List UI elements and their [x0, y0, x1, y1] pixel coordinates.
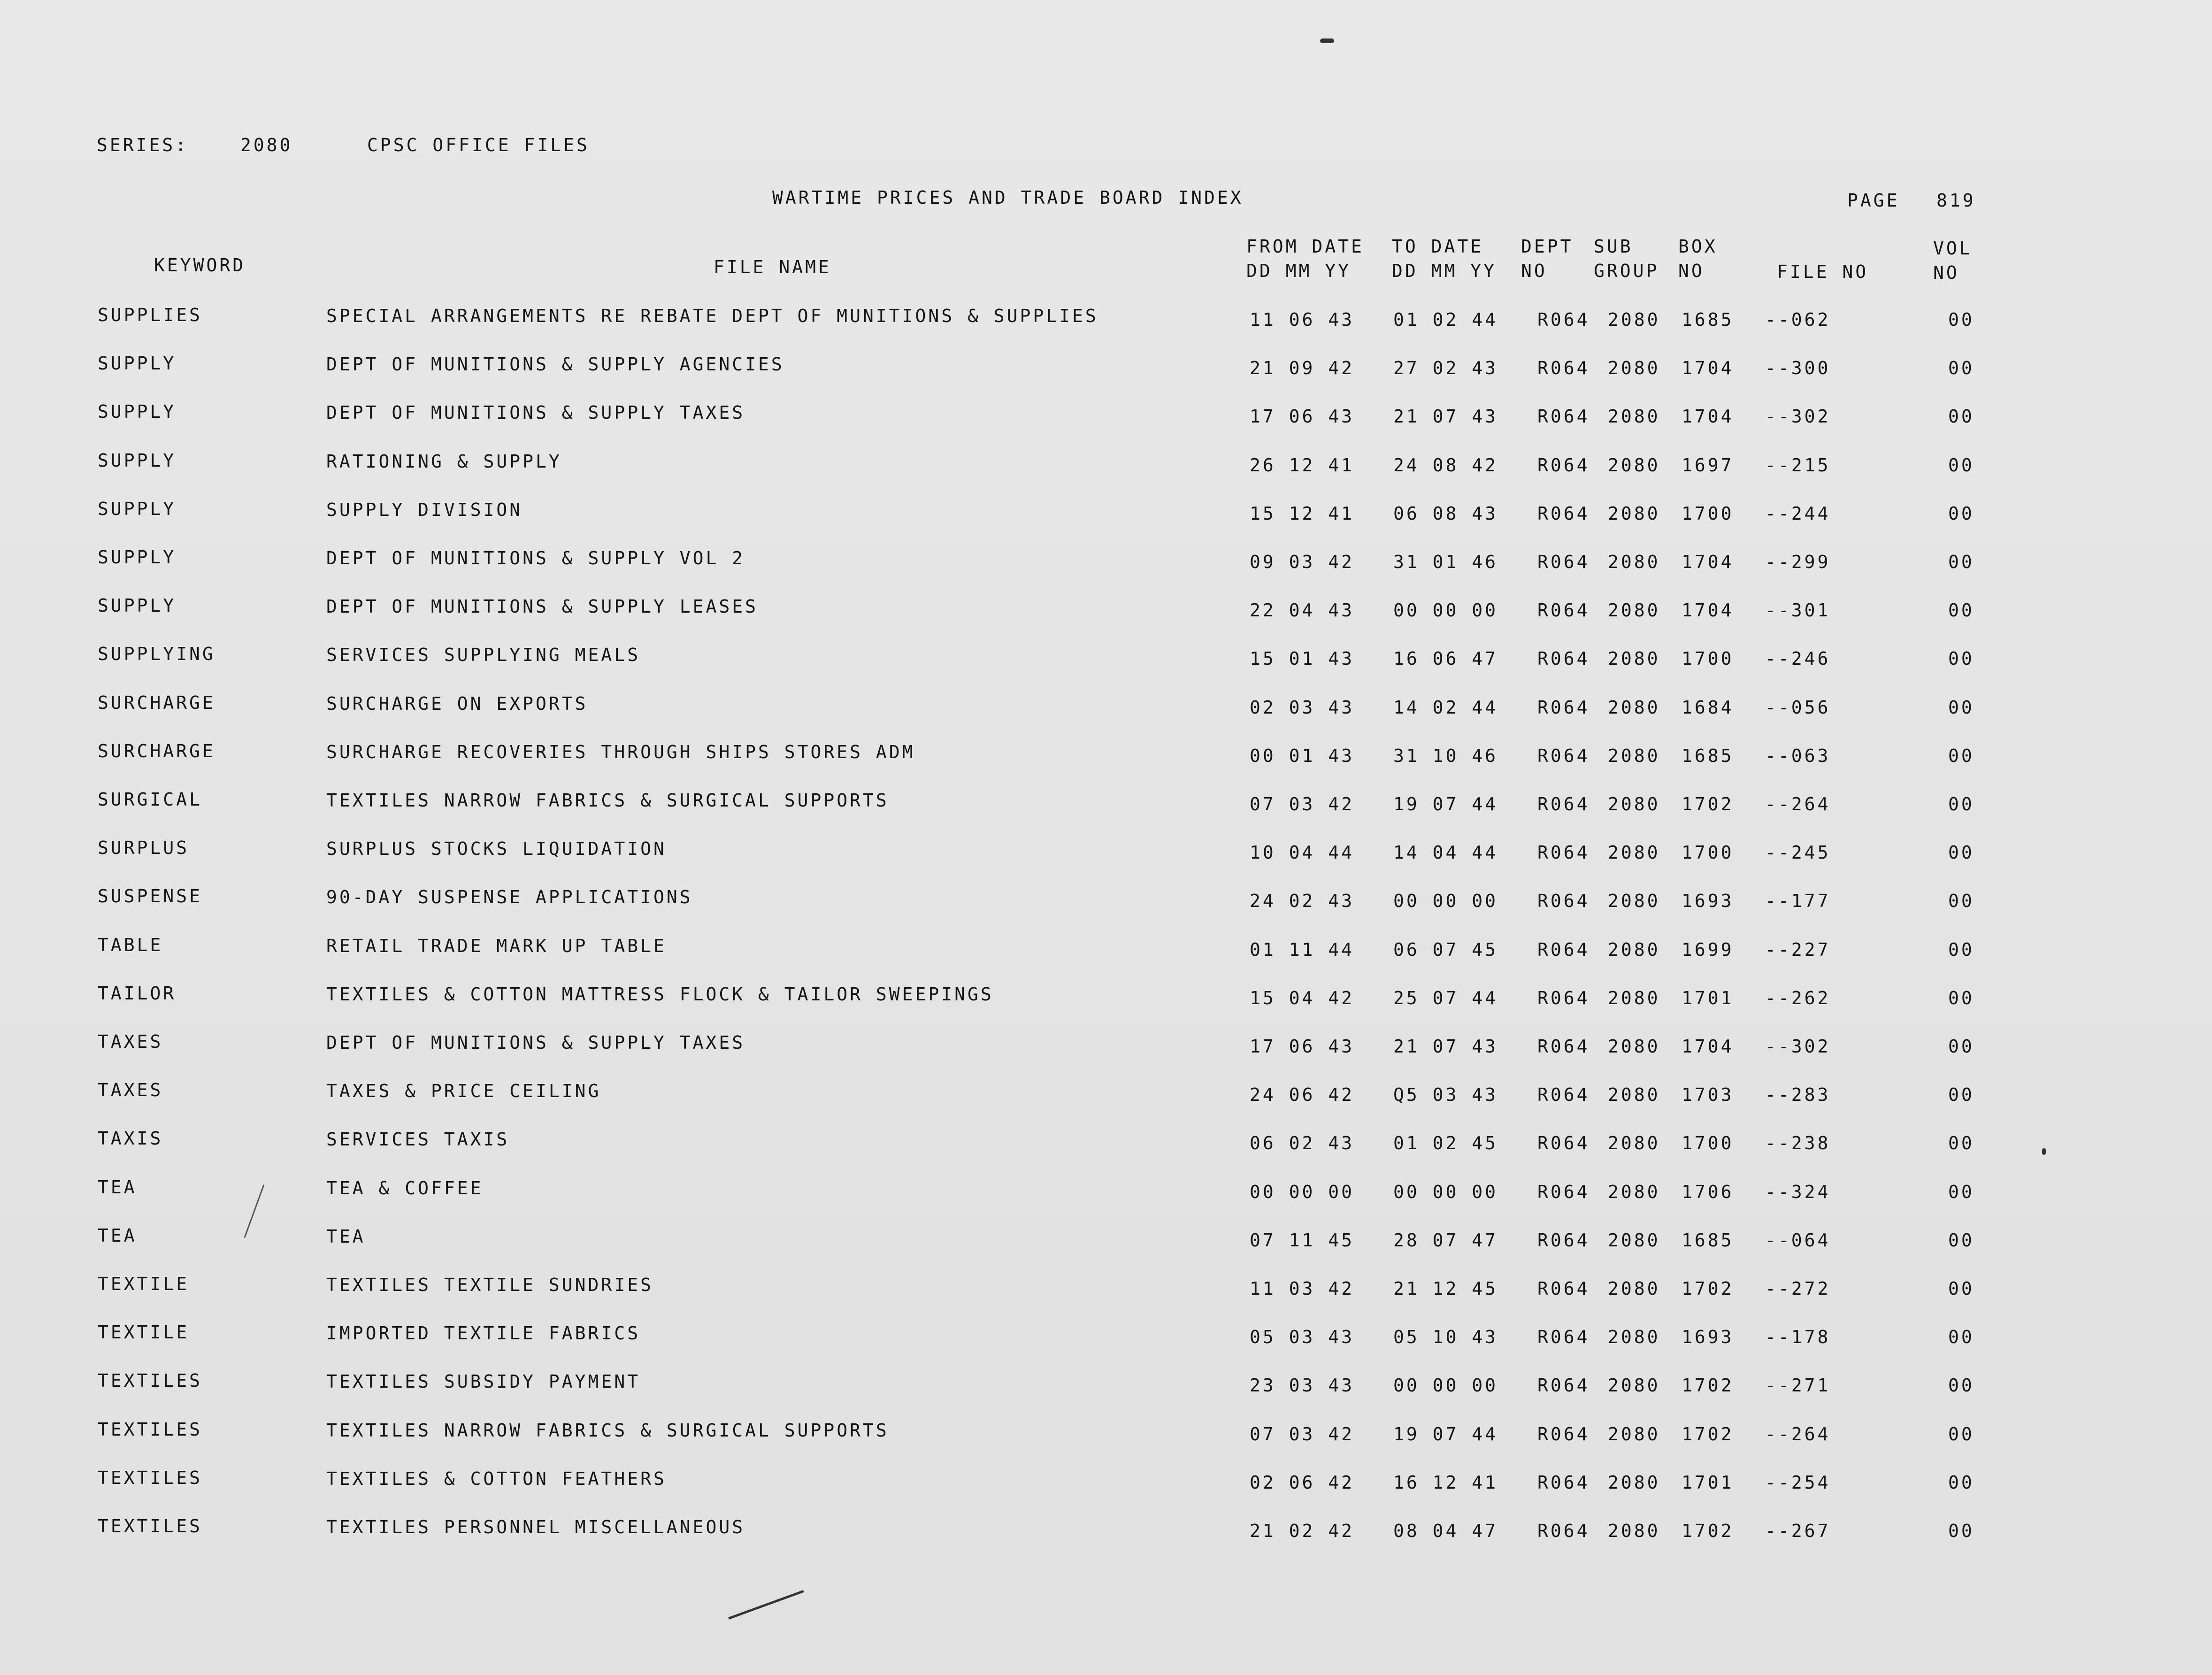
- row-keyword: TEA: [98, 1225, 137, 1246]
- row-file-name: IMPORTED TEXTILE FABRICS: [326, 1323, 641, 1344]
- row-file-no: --267: [1765, 1521, 1831, 1541]
- row-from-date: 07 11 45: [1250, 1230, 1355, 1251]
- pen-stroke: [728, 1590, 804, 1620]
- row-vol-no: 00: [1948, 1182, 1974, 1202]
- row-keyword: SUSPENSE: [98, 886, 203, 907]
- row-sub-group: 2080: [1608, 1278, 1660, 1299]
- row-box-no: 1704: [1682, 1036, 1734, 1057]
- row-dept-no: R064: [1537, 891, 1590, 911]
- row-box-no: 1685: [1682, 1230, 1734, 1251]
- row-sub-group: 2080: [1608, 358, 1660, 378]
- row-to-date: 31 01 46: [1393, 552, 1498, 572]
- row-file-name: TEXTILES TEXTILE SUNDRIES: [326, 1275, 653, 1295]
- row-keyword: SUPPLY: [98, 595, 177, 616]
- row-vol-no: 00: [1948, 1327, 1974, 1347]
- row-keyword: SUPPLY: [98, 353, 177, 374]
- row-from-date: 02 03 43: [1250, 697, 1355, 718]
- row-box-no: 1700: [1682, 1133, 1734, 1153]
- row-from-date: 09 03 42: [1250, 552, 1355, 572]
- row-sub-group: 2080: [1608, 1424, 1660, 1444]
- row-from-date: 06 02 43: [1250, 1133, 1355, 1153]
- row-to-date: 00 00 00: [1393, 1375, 1498, 1396]
- row-vol-no: 00: [1948, 1375, 1974, 1396]
- row-file-name: RETAIL TRADE MARK UP TABLE: [326, 936, 667, 956]
- col-sub-sub: GROUP: [1594, 261, 1659, 281]
- row-vol-no: 00: [1948, 1472, 1974, 1493]
- col-to-date: TO DATE: [1392, 236, 1484, 257]
- row-sub-group: 2080: [1608, 503, 1660, 524]
- col-to-date-sub: DD MM YY: [1392, 261, 1497, 281]
- row-to-date: 01 02 45: [1393, 1133, 1498, 1153]
- row-to-date: 27 02 43: [1393, 358, 1498, 378]
- row-box-no: 1697: [1682, 455, 1734, 476]
- row-to-date: 21 07 43: [1393, 1036, 1498, 1057]
- col-from-date-sub: DD MM YY: [1246, 261, 1352, 281]
- row-box-no: 1702: [1682, 794, 1734, 814]
- row-box-no: 1685: [1682, 745, 1734, 766]
- series-number: 2080: [240, 135, 293, 155]
- page-label: PAGE: [1847, 190, 1900, 211]
- row-file-no: --063: [1765, 745, 1831, 766]
- row-to-date: 14 02 44: [1393, 697, 1498, 718]
- row-file-no: --215: [1765, 455, 1831, 476]
- row-vol-no: 00: [1948, 1278, 1974, 1299]
- row-from-date: 15 04 42: [1250, 988, 1355, 1008]
- row-keyword: SURCHARGE: [98, 692, 215, 713]
- row-dept-no: R064: [1537, 939, 1590, 960]
- row-dept-no: R064: [1537, 1375, 1590, 1396]
- row-file-name: TEXTILES NARROW FABRICS & SURGICAL SUPPORTS: [326, 1420, 889, 1441]
- row-box-no: 1704: [1682, 406, 1734, 427]
- row-file-name: TAXES & PRICE CEILING: [326, 1081, 601, 1101]
- scan-speck: [1320, 38, 1334, 43]
- row-file-name: TEXTILES SUBSIDY PAYMENT: [326, 1371, 641, 1392]
- row-keyword: TAXES: [98, 1031, 163, 1052]
- row-box-no: 1706: [1682, 1182, 1734, 1202]
- row-vol-no: 00: [1948, 794, 1974, 814]
- row-to-date: 01 02 44: [1393, 309, 1498, 330]
- row-box-no: 1700: [1682, 648, 1734, 669]
- row-from-date: 07 03 42: [1250, 794, 1355, 814]
- row-dept-no: R064: [1537, 552, 1590, 572]
- row-vol-no: 00: [1948, 891, 1974, 911]
- row-vol-no: 00: [1948, 842, 1974, 863]
- row-file-name: SURPLUS STOCKS LIQUIDATION: [326, 838, 667, 859]
- row-keyword: SUPPLIES: [98, 305, 203, 325]
- row-file-no: --264: [1765, 794, 1831, 814]
- row-file-no: --177: [1765, 891, 1831, 911]
- row-to-date: 06 08 43: [1393, 503, 1498, 524]
- row-file-name: TEXTILES & COTTON FEATHERS: [326, 1468, 667, 1489]
- row-keyword: TAILOR: [98, 983, 177, 1004]
- row-vol-no: 00: [1948, 1036, 1974, 1057]
- row-from-date: 24 02 43: [1250, 891, 1355, 911]
- row-vol-no: 00: [1948, 1424, 1974, 1444]
- row-box-no: 1702: [1682, 1278, 1734, 1299]
- row-sub-group: 2080: [1608, 988, 1660, 1008]
- row-from-date: 11 03 42: [1250, 1278, 1355, 1299]
- row-from-date: 23 03 43: [1250, 1375, 1355, 1396]
- row-box-no: 1704: [1682, 358, 1734, 378]
- row-vol-no: 00: [1948, 697, 1974, 718]
- row-box-no: 1702: [1682, 1521, 1734, 1541]
- row-sub-group: 2080: [1608, 1036, 1660, 1057]
- row-keyword: TEXTILES: [98, 1468, 203, 1488]
- row-dept-no: R064: [1537, 1424, 1590, 1444]
- row-file-name: DEPT OF MUNITIONS & SUPPLY VOL 2: [326, 548, 745, 569]
- row-sub-group: 2080: [1608, 842, 1660, 863]
- row-keyword: TEXTILE: [98, 1274, 190, 1294]
- series-name: CPSC OFFICE FILES: [367, 135, 590, 155]
- row-keyword: TAXIS: [98, 1128, 163, 1149]
- row-to-date: 16 12 41: [1393, 1472, 1498, 1493]
- col-vol: VOL: [1933, 238, 1973, 259]
- row-vol-no: 00: [1948, 358, 1974, 378]
- row-dept-no: R064: [1537, 697, 1590, 718]
- row-vol-no: 00: [1948, 1521, 1974, 1541]
- row-sub-group: 2080: [1608, 309, 1660, 330]
- row-keyword: TAXES: [98, 1080, 163, 1100]
- row-from-date: 00 00 00: [1250, 1182, 1355, 1202]
- row-vol-no: 00: [1948, 503, 1974, 524]
- row-sub-group: 2080: [1608, 1375, 1660, 1396]
- row-box-no: 1704: [1682, 552, 1734, 572]
- row-file-name: TEXTILES & COTTON MATTRESS FLOCK & TAILOR SWEEPINGS: [326, 984, 994, 1005]
- row-to-date: 19 07 44: [1393, 1424, 1498, 1444]
- col-dept: DEPT: [1521, 236, 1574, 257]
- row-dept-no: R064: [1537, 1278, 1590, 1299]
- row-file-name: DEPT OF MUNITIONS & SUPPLY AGENCIES: [326, 354, 784, 375]
- row-vol-no: 00: [1948, 745, 1974, 766]
- row-keyword: SURPLUS: [98, 838, 190, 858]
- row-sub-group: 2080: [1608, 455, 1660, 476]
- row-to-date: 00 00 00: [1393, 891, 1498, 911]
- row-file-name: TEXTILES PERSONNEL MISCELLANEOUS: [326, 1517, 745, 1537]
- row-keyword: SUPPLY: [98, 499, 177, 519]
- row-file-no: --238: [1765, 1133, 1831, 1153]
- row-vol-no: 00: [1948, 455, 1974, 476]
- row-sub-group: 2080: [1608, 1327, 1660, 1347]
- row-dept-no: R064: [1537, 455, 1590, 476]
- row-to-date: 00 00 00: [1393, 1182, 1498, 1202]
- row-file-name: SURCHARGE RECOVERIES THROUGH SHIPS STORES ADM: [326, 742, 915, 762]
- row-sub-group: 2080: [1608, 1133, 1660, 1153]
- row-file-name: SERVICES TAXIS: [326, 1129, 510, 1150]
- row-sub-group: 2080: [1608, 697, 1660, 718]
- row-from-date: 17 06 43: [1250, 406, 1355, 427]
- row-file-no: --301: [1765, 600, 1831, 621]
- col-sub: SUB: [1594, 236, 1633, 257]
- row-file-no: --283: [1765, 1084, 1831, 1105]
- row-keyword: SURCHARGE: [98, 741, 215, 761]
- row-to-date: 08 04 47: [1393, 1521, 1498, 1541]
- row-file-name: SURCHARGE ON EXPORTS: [326, 693, 588, 714]
- row-keyword: SURGICAL: [98, 789, 203, 810]
- row-dept-no: R064: [1537, 1084, 1590, 1105]
- row-box-no: 1685: [1682, 309, 1734, 330]
- series-label: SERIES:: [97, 135, 189, 155]
- row-from-date: 17 06 43: [1250, 1036, 1355, 1057]
- row-to-date: 05 10 43: [1393, 1327, 1498, 1347]
- row-file-no: --062: [1765, 309, 1831, 330]
- col-from-date: FROM DATE: [1246, 236, 1364, 257]
- row-dept-no: R064: [1537, 1521, 1590, 1541]
- row-dept-no: R064: [1537, 794, 1590, 814]
- row-box-no: 1704: [1682, 600, 1734, 621]
- row-vol-no: 00: [1948, 1230, 1974, 1251]
- row-from-date: 24 06 42: [1250, 1084, 1355, 1105]
- row-dept-no: R064: [1537, 309, 1590, 330]
- row-dept-no: R064: [1537, 1472, 1590, 1493]
- row-file-name: 90-DAY SUSPENSE APPLICATIONS: [326, 887, 693, 907]
- row-to-date: Q5 03 43: [1393, 1084, 1498, 1105]
- row-dept-no: R064: [1537, 600, 1590, 621]
- row-keyword: TEXTILES: [98, 1370, 203, 1391]
- row-box-no: 1693: [1682, 1327, 1734, 1347]
- row-from-date: 15 12 41: [1250, 503, 1355, 524]
- row-box-no: 1702: [1682, 1375, 1734, 1396]
- row-from-date: 01 11 44: [1250, 939, 1355, 960]
- row-sub-group: 2080: [1608, 406, 1660, 427]
- row-box-no: 1700: [1682, 842, 1734, 863]
- row-dept-no: R064: [1537, 1133, 1590, 1153]
- scan-speck: [2042, 1148, 2046, 1155]
- row-to-date: 00 00 00: [1393, 600, 1498, 621]
- row-to-date: 25 07 44: [1393, 988, 1498, 1008]
- col-box: BOX: [1678, 236, 1718, 257]
- row-file-no: --245: [1765, 842, 1831, 863]
- row-file-name: TEA & COFFEE: [326, 1178, 484, 1199]
- row-keyword: SUPPLYING: [98, 644, 215, 664]
- row-keyword: SUPPLY: [98, 450, 177, 471]
- row-dept-no: R064: [1537, 648, 1590, 669]
- row-from-date: 00 01 43: [1250, 745, 1355, 766]
- row-file-no: --302: [1765, 406, 1831, 427]
- row-vol-no: 00: [1948, 600, 1974, 621]
- row-from-date: 11 06 43: [1250, 309, 1355, 330]
- row-keyword: TEA: [98, 1177, 137, 1198]
- row-sub-group: 2080: [1608, 794, 1660, 814]
- row-file-no: --300: [1765, 358, 1831, 378]
- row-sub-group: 2080: [1608, 600, 1660, 621]
- row-dept-no: R064: [1537, 1230, 1590, 1251]
- row-to-date: 21 07 43: [1393, 406, 1498, 427]
- row-file-name: SERVICES SUPPLYING MEALS: [326, 645, 641, 665]
- row-file-no: --246: [1765, 648, 1831, 669]
- row-file-no: --324: [1765, 1182, 1831, 1202]
- row-from-date: 21 02 42: [1250, 1521, 1355, 1541]
- col-file-name: FILE NAME: [714, 257, 831, 277]
- row-file-no: --302: [1765, 1036, 1831, 1057]
- row-sub-group: 2080: [1608, 1521, 1660, 1541]
- row-box-no: 1699: [1682, 939, 1734, 960]
- row-from-date: 02 06 42: [1250, 1472, 1355, 1493]
- row-keyword: TEXTILES: [98, 1419, 203, 1440]
- row-sub-group: 2080: [1608, 1230, 1660, 1251]
- row-vol-no: 00: [1948, 552, 1974, 572]
- row-dept-no: R064: [1537, 358, 1590, 378]
- row-dept-no: R064: [1537, 745, 1590, 766]
- row-keyword: TABLE: [98, 935, 163, 955]
- row-from-date: 05 03 43: [1250, 1327, 1355, 1347]
- row-sub-group: 2080: [1608, 939, 1660, 960]
- col-file-no: FILE NO: [1777, 261, 1869, 282]
- row-from-date: 21 09 42: [1250, 358, 1355, 378]
- row-file-no: --178: [1765, 1327, 1831, 1347]
- row-file-no: --271: [1765, 1375, 1831, 1396]
- page-number: 819: [1936, 190, 1976, 211]
- row-sub-group: 2080: [1608, 648, 1660, 669]
- row-to-date: 21 12 45: [1393, 1278, 1498, 1299]
- row-dept-no: R064: [1537, 842, 1590, 863]
- row-from-date: 10 04 44: [1250, 842, 1355, 863]
- row-file-no: --254: [1765, 1472, 1831, 1493]
- row-vol-no: 00: [1948, 309, 1974, 330]
- index-title: WARTIME PRICES AND TRADE BOARD INDEX: [772, 187, 1244, 208]
- row-sub-group: 2080: [1608, 1182, 1660, 1202]
- row-dept-no: R064: [1537, 1182, 1590, 1202]
- col-vol-sub: NO: [1933, 262, 1959, 283]
- row-file-no: --264: [1765, 1424, 1831, 1444]
- row-keyword: SUPPLY: [98, 547, 177, 568]
- row-file-name: TEXTILES NARROW FABRICS & SURGICAL SUPPORTS: [326, 790, 889, 811]
- col-dept-sub: NO: [1521, 261, 1547, 281]
- row-to-date: 24 08 42: [1393, 455, 1498, 476]
- row-sub-group: 2080: [1608, 1472, 1660, 1493]
- row-box-no: 1703: [1682, 1084, 1734, 1105]
- row-file-name: DEPT OF MUNITIONS & SUPPLY TAXES: [326, 402, 745, 423]
- row-to-date: 28 07 47: [1393, 1230, 1498, 1251]
- row-box-no: 1701: [1682, 1472, 1734, 1493]
- row-to-date: 06 07 45: [1393, 939, 1498, 960]
- row-file-no: --299: [1765, 552, 1831, 572]
- row-file-no: --064: [1765, 1230, 1831, 1251]
- row-sub-group: 2080: [1608, 891, 1660, 911]
- row-box-no: 1701: [1682, 988, 1734, 1008]
- row-dept-no: R064: [1537, 988, 1590, 1008]
- row-dept-no: R064: [1537, 406, 1590, 427]
- row-from-date: 07 03 42: [1250, 1424, 1355, 1444]
- row-to-date: 14 04 44: [1393, 842, 1498, 863]
- row-vol-no: 00: [1948, 1084, 1974, 1105]
- row-from-date: 26 12 41: [1250, 455, 1355, 476]
- row-dept-no: R064: [1537, 1036, 1590, 1057]
- row-keyword: TEXTILE: [98, 1322, 190, 1343]
- row-to-date: 16 06 47: [1393, 648, 1498, 669]
- row-box-no: 1700: [1682, 503, 1734, 524]
- col-box-sub: NO: [1678, 261, 1705, 281]
- row-dept-no: R064: [1537, 503, 1590, 524]
- col-keyword: KEYWORD: [154, 255, 246, 276]
- row-file-name: TEA: [326, 1226, 366, 1247]
- row-file-name: DEPT OF MUNITIONS & SUPPLY LEASES: [326, 596, 758, 617]
- row-dept-no: R064: [1537, 1327, 1590, 1347]
- row-file-name: RATIONING & SUPPLY: [326, 451, 562, 472]
- row-file-no: --272: [1765, 1278, 1831, 1299]
- row-to-date: 31 10 46: [1393, 745, 1498, 766]
- row-vol-no: 00: [1948, 988, 1974, 1008]
- row-vol-no: 00: [1948, 406, 1974, 427]
- row-vol-no: 00: [1948, 939, 1974, 960]
- row-file-name: SPECIAL ARRANGEMENTS RE REBATE DEPT OF MUNITIONS & SUPPLIES: [326, 306, 1098, 326]
- row-file-no: --262: [1765, 988, 1831, 1008]
- row-sub-group: 2080: [1608, 552, 1660, 572]
- pen-stroke: [244, 1184, 265, 1238]
- row-file-no: --056: [1765, 697, 1831, 718]
- row-from-date: 22 04 43: [1250, 600, 1355, 621]
- row-box-no: 1684: [1682, 697, 1734, 718]
- row-box-no: 1702: [1682, 1424, 1734, 1444]
- row-to-date: 19 07 44: [1393, 794, 1498, 814]
- row-sub-group: 2080: [1608, 1084, 1660, 1105]
- row-box-no: 1693: [1682, 891, 1734, 911]
- row-file-no: --244: [1765, 503, 1831, 524]
- row-from-date: 15 01 43: [1250, 648, 1355, 669]
- row-file-no: --227: [1765, 939, 1831, 960]
- row-keyword: SUPPLY: [98, 401, 177, 422]
- row-file-name: DEPT OF MUNITIONS & SUPPLY TAXES: [326, 1032, 745, 1053]
- row-file-name: SUPPLY DIVISION: [326, 499, 523, 520]
- row-vol-no: 00: [1948, 1133, 1974, 1153]
- row-vol-no: 00: [1948, 648, 1974, 669]
- row-sub-group: 2080: [1608, 745, 1660, 766]
- row-keyword: TEXTILES: [98, 1516, 203, 1537]
